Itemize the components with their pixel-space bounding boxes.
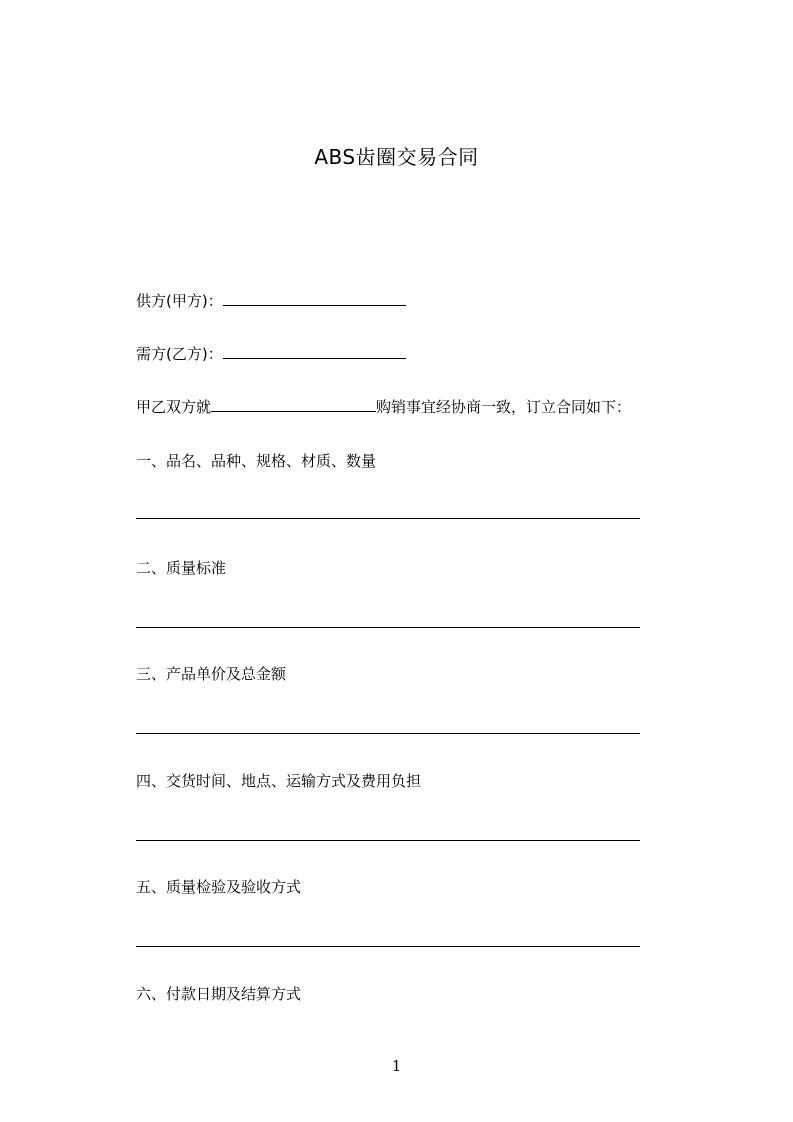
fill-in-rule[interactable] <box>136 840 640 841</box>
fill-in-rule[interactable] <box>136 627 640 628</box>
supplier-blank[interactable] <box>223 291 406 306</box>
supplier-label: 供方(甲方)： <box>136 292 223 310</box>
intro-line <box>136 397 631 417</box>
section-heading: 六、付款日期及结算方式 <box>136 985 302 1003</box>
document-title: ABS齿圈交易合同 <box>314 145 479 169</box>
fill-in-rule[interactable] <box>136 946 640 947</box>
buyer-line <box>136 344 406 364</box>
page-number: 1 <box>391 1057 402 1075</box>
section-heading: 三、产品单价及总金额 <box>136 665 287 683</box>
intro-suffix: 购销事宜经协商一致，订立合同如下： <box>376 398 632 416</box>
buyer-blank[interactable] <box>223 344 406 359</box>
supplier-line <box>136 291 406 311</box>
intro-prefix: 甲乙双方就 <box>136 398 212 416</box>
section-heading: 五、质量检验及验收方式 <box>136 878 302 896</box>
buyer-label: 需方(乙方)： <box>136 345 223 363</box>
fill-in-rule[interactable] <box>136 518 640 519</box>
section-heading: 四、交货时间、地点、运输方式及费用负担 <box>136 772 422 790</box>
fill-in-rule[interactable] <box>136 733 640 734</box>
section-heading: 一、品名、品种、规格、材质、数量 <box>136 452 377 470</box>
section-heading: 二、质量标准 <box>136 559 227 577</box>
product-blank[interactable] <box>211 397 376 412</box>
